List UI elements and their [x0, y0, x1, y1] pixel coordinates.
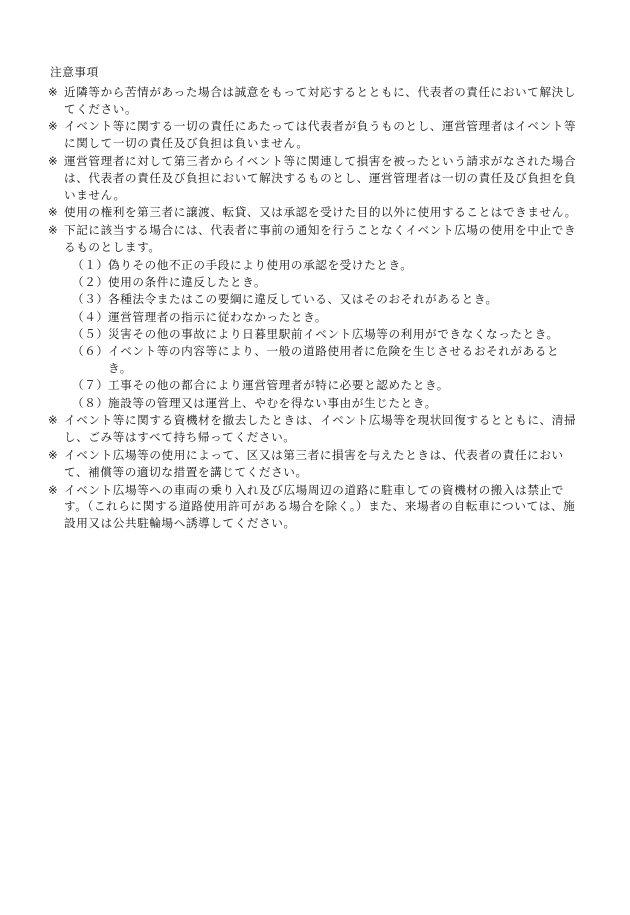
reference-mark: ※: [48, 153, 59, 168]
condition-number: （８）: [72, 395, 109, 410]
note-text: イベント等に関する資機材を撤去したときは、イベント広場等を現状回復するとともに、清掃し、ごみ等はすべて持ち帰ってください。: [64, 413, 577, 445]
condition-text: イベント等の内容等により、一般の道路使用者に危険を生じさせるおそれがあるとき。: [108, 344, 560, 376]
note-text: 近隣等から苦情があった場合は誠意をもって対応するとともに、代表者の責任において解決してください。: [64, 84, 577, 116]
notes-list: [48, 84, 583, 532]
reference-mark: ※: [48, 205, 59, 220]
note-text: イベント広場等の使用によって、区又は第三者に損害を与えたときは、代表者の責任において、補償等の適切な措置を講じてください。: [64, 448, 564, 479]
condition-text: 各種法令またはこの要綱に違反している、又はそのおそれがあるとき。: [108, 292, 498, 307]
condition-item: [64, 291, 583, 308]
note-text: 下記に該当する場合には、代表者に事前の通知を行うことなくイベント広場の使用を中止できるものとします。: [64, 223, 577, 254]
condition-item: [64, 377, 583, 394]
reference-mark: ※: [48, 223, 59, 238]
note-item: [48, 482, 583, 532]
reference-mark: ※: [48, 84, 59, 99]
document-title: 注意事項: [50, 65, 99, 79]
condition-item: [64, 257, 583, 274]
condition-number: （１）: [72, 257, 109, 272]
condition-text: 施設等の管理又は運営上、やむを得ない事由が生じたとき。: [108, 395, 437, 410]
reference-mark: ※: [48, 413, 59, 428]
note-text: 使用の権利を第三者に譲渡、転貸、又は承認を受けた目的以外に使用することはできません。: [64, 205, 577, 220]
note-text: イベント等に関する一切の責任にあたっては代表者が負うものとし、運営管理者はイベント等に関して一切の責任及び負担は負いません。: [64, 119, 577, 151]
condition-text: 使用の条件に違反したとき。: [108, 275, 267, 290]
condition-number: （２）: [72, 275, 109, 290]
note-item: [48, 118, 583, 152]
condition-item: [64, 343, 583, 377]
note-item: [48, 204, 583, 221]
note-item: [48, 447, 583, 481]
condition-number: （３）: [72, 292, 109, 307]
condition-text: 工事その他の都合により運営管理者が特に必要と認めたとき。: [108, 378, 449, 393]
condition-item: [64, 395, 583, 412]
note-item: [48, 153, 583, 203]
note-item: [48, 84, 583, 118]
condition-item: [64, 326, 583, 343]
notice-document: [48, 64, 583, 533]
note-text: 運営管理者に対して第三者からイベント等に関連して損害を被ったという請求がなされた場合は、代表者の責任及び負担において解決するものとし、運営管理者は一切の責任及び負担を負いません。: [64, 153, 577, 202]
condition-number: （６）: [72, 344, 109, 359]
condition-text: 偽りその他不正の手段により使用の承認を受けたとき。: [108, 257, 413, 272]
condition-item: [64, 274, 583, 291]
condition-number: （４）: [72, 309, 109, 324]
condition-text: 運営管理者の指示に従わなかったとき。: [108, 309, 328, 324]
note-item-suspension-conditions: [48, 222, 583, 411]
condition-item: [64, 309, 583, 326]
condition-list: [64, 257, 583, 412]
condition-number: （７）: [72, 378, 109, 393]
reference-mark: ※: [48, 482, 59, 497]
note-text: イベント広場等への車両の乗り入れ及び広場周辺の道路に駐車しての資機材の搬入は禁止です。（これらに関する道路使用許可がある場合を除く。）また、来場者の自転車については、施設用又は公共駐輪場へ誘導してください。: [64, 482, 576, 531]
condition-text: 災害その他の事故により日暮里駅前イベント広場等の利用ができなくなったとき。: [108, 326, 559, 341]
reference-mark: ※: [48, 119, 59, 134]
condition-number: （５）: [72, 326, 109, 341]
note-item: [48, 412, 583, 446]
reference-mark: ※: [48, 448, 59, 463]
